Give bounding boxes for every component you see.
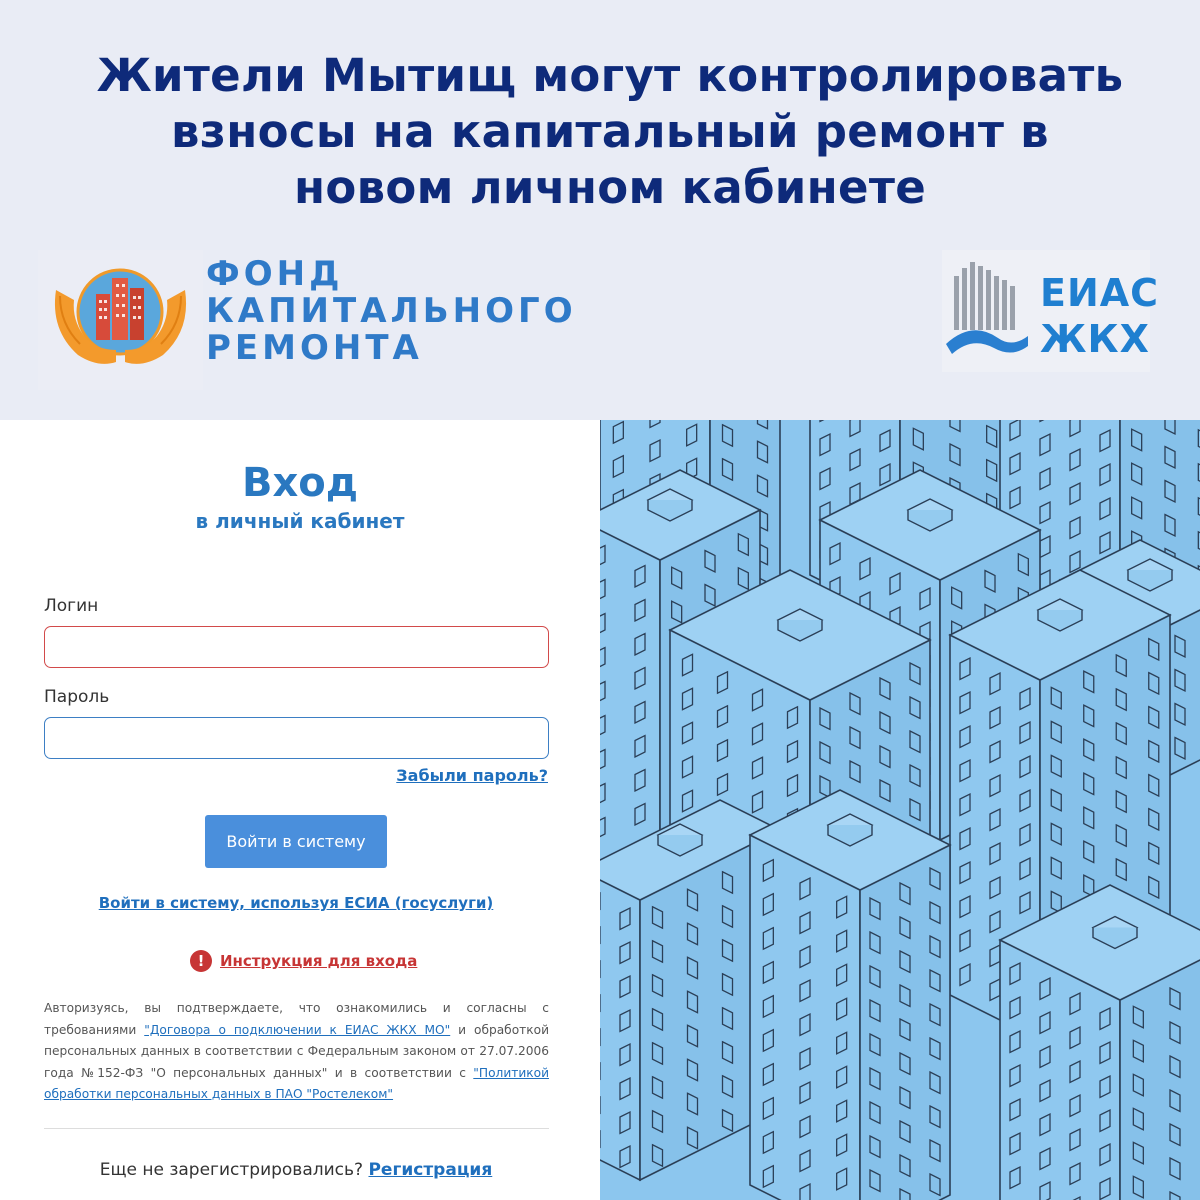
exclamation-icon: ! bbox=[190, 950, 212, 972]
login-subtitle: в личный кабинет bbox=[195, 509, 405, 533]
register-row bbox=[0, 1160, 592, 1180]
eias-name-line-1: ЕИАС bbox=[1040, 271, 1160, 315]
consent-part-2: и обработкой персональных данных в соответствии с Федеральным законом от 27.07.2006 года №152-ФЗ "О персональных данных" и в соответствии с bbox=[44, 1022, 549, 1080]
hands-holding-buildings-icon bbox=[38, 250, 203, 390]
login-title: Вход bbox=[241, 460, 359, 506]
login-label: Логин bbox=[44, 596, 99, 616]
isometric-buildings-image bbox=[600, 420, 1200, 1200]
city-illustration bbox=[600, 420, 1200, 1200]
divider bbox=[44, 1128, 549, 1129]
esia-login-link[interactable]: Войти в систему, используя ЕСИА (госуслуги) bbox=[98, 894, 494, 912]
fund-name-line-2: КАПИТАЛЬНОГО bbox=[206, 291, 577, 331]
headline-line-1: Жители Мытищ могут контролировать bbox=[96, 49, 1124, 102]
page-headline bbox=[20, 48, 1200, 216]
instruction-row bbox=[190, 950, 417, 972]
register-link[interactable]: Регистрация bbox=[368, 1160, 493, 1180]
login-input[interactable] bbox=[44, 626, 549, 668]
forgot-password-link[interactable]: Забыли пароль? bbox=[396, 766, 548, 785]
eias-name bbox=[1040, 270, 1159, 362]
privacy-policy-link[interactable]: "Политикой обработки персональных данных в ПАО "Ростелеком" bbox=[44, 1065, 549, 1101]
register-prompt: Еще не зарегистрировались? bbox=[99, 1160, 364, 1180]
eias-name-line-2: ЖКХ bbox=[1040, 317, 1150, 361]
consent-text bbox=[44, 998, 549, 1106]
fund-name bbox=[206, 256, 577, 367]
instruction-link[interactable]: Инструкция для входа bbox=[220, 952, 418, 970]
building-wave-icon bbox=[942, 250, 1037, 372]
consent-part-1: Авторизуясь, вы подтверждаете, что ознакомились и согласны с требованиями bbox=[44, 1001, 549, 1037]
headline-line-3: новом личном кабинете bbox=[293, 161, 927, 214]
headline-line-2: взносы на капитальный ремонт в bbox=[171, 105, 1049, 158]
contract-link[interactable]: "Договора о подключении к ЕИАС ЖКХ МО" bbox=[144, 1022, 451, 1037]
password-input[interactable] bbox=[44, 717, 549, 759]
fund-name-line-3: РЕМОНТА bbox=[206, 328, 423, 368]
header-banner bbox=[0, 0, 1200, 420]
fund-name-line-1: ФОНД bbox=[206, 254, 344, 294]
login-form bbox=[0, 420, 600, 1200]
login-button[interactable]: Войти в систему bbox=[205, 815, 387, 868]
password-label: Пароль bbox=[44, 687, 110, 707]
